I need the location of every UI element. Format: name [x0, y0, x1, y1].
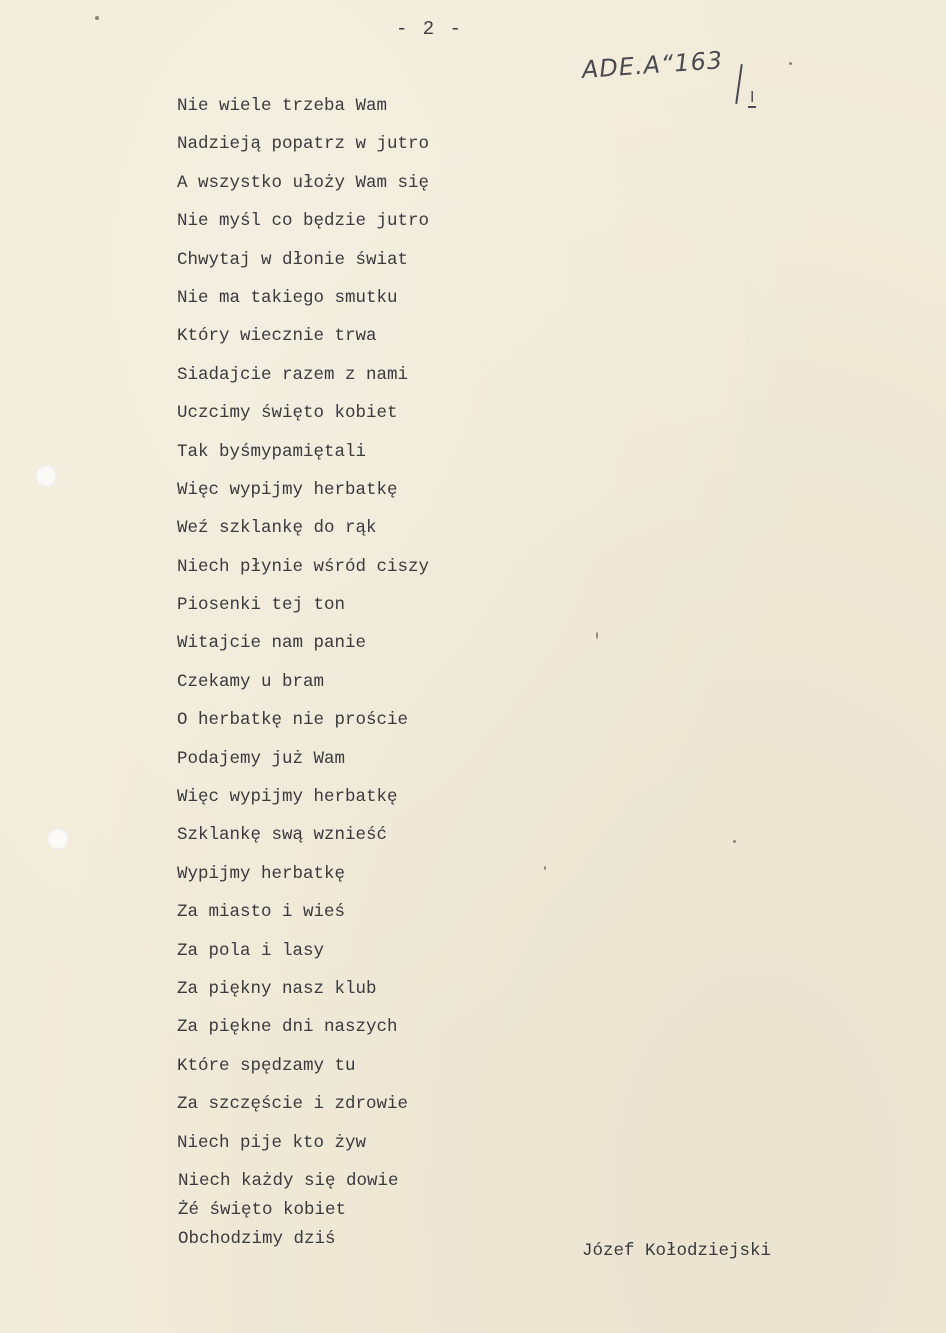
- poem-line: Czekamy u bram: [177, 671, 325, 692]
- poem-line: Podajemy już Wam: [177, 748, 346, 769]
- poem-line: Za piękne dni naszych: [177, 1017, 398, 1038]
- poem-line: Które spędzamy tu: [177, 1055, 356, 1076]
- poem-line: Uczcimy święto kobiet: [177, 403, 398, 424]
- paper-speck: [789, 62, 792, 65]
- punch-hole: [35, 465, 57, 487]
- poem-line: A wszystko ułoży Wam się: [177, 172, 430, 193]
- paper-speck: [544, 866, 546, 870]
- archive-signature-handwritten: ADE.A“163: [581, 46, 724, 84]
- poem-line: Piosenki tej ton: [177, 595, 346, 616]
- poem-line: Nie myśl co będzie jutro: [177, 211, 430, 232]
- archive-slash-stroke: [735, 64, 743, 104]
- poem-body: [177, 94, 429, 1169]
- poem-line: Weź szklankę do rąk: [177, 518, 377, 539]
- poem-closing-stanza: [178, 1167, 399, 1254]
- poem-line: Więc wypijmy herbatkę: [177, 479, 398, 500]
- punch-hole: [47, 828, 69, 850]
- author-name: Józef Kołodziejski: [582, 1241, 772, 1261]
- poem-line: Więc wypijmy herbatkę: [177, 787, 398, 808]
- poem-line: Tak byśmypamiętali: [177, 441, 367, 462]
- closing-line: Niech każdy się dowie: [178, 1171, 399, 1191]
- poem-line: Szklankę swą wznieść: [177, 825, 388, 846]
- page-number: - 2 -: [396, 18, 464, 40]
- poem-line: Witajcie nam panie: [177, 633, 367, 654]
- poem-line: Za miasto i wieś: [177, 902, 346, 923]
- paper-speck: [733, 840, 736, 843]
- poem-line: Który wiecznie trwa: [177, 326, 377, 347]
- paper-speck: [596, 632, 598, 639]
- poem-line: Nadzieją popatrz w jutro: [177, 134, 430, 155]
- archive-sub-number: I: [750, 88, 755, 106]
- paper-speck: [95, 16, 99, 20]
- poem-line: Chwytaj w dłonie świat: [177, 249, 409, 270]
- closing-line: Żé święto kobiet: [178, 1200, 347, 1220]
- poem-line: Za piękny nasz klub: [177, 978, 377, 999]
- poem-line: Nie ma takiego smutku: [177, 287, 398, 308]
- poem-line: Siadajcie razem z nami: [177, 364, 409, 385]
- poem-line: Nie wiele trzeba Wam: [177, 96, 388, 116]
- poem-line: Za pola i lasy: [177, 940, 325, 961]
- poem-line: Niech płynie wśród ciszy: [177, 556, 430, 577]
- closing-line: Obchodzimy dziś: [178, 1229, 336, 1249]
- poem-line: Za szczęście i zdrowie: [177, 1094, 409, 1115]
- poem-line: Niech pije kto żyw: [177, 1132, 367, 1153]
- poem-line: Wypijmy herbatkę: [177, 863, 346, 884]
- poem-line: O herbatkę nie proście: [177, 710, 409, 731]
